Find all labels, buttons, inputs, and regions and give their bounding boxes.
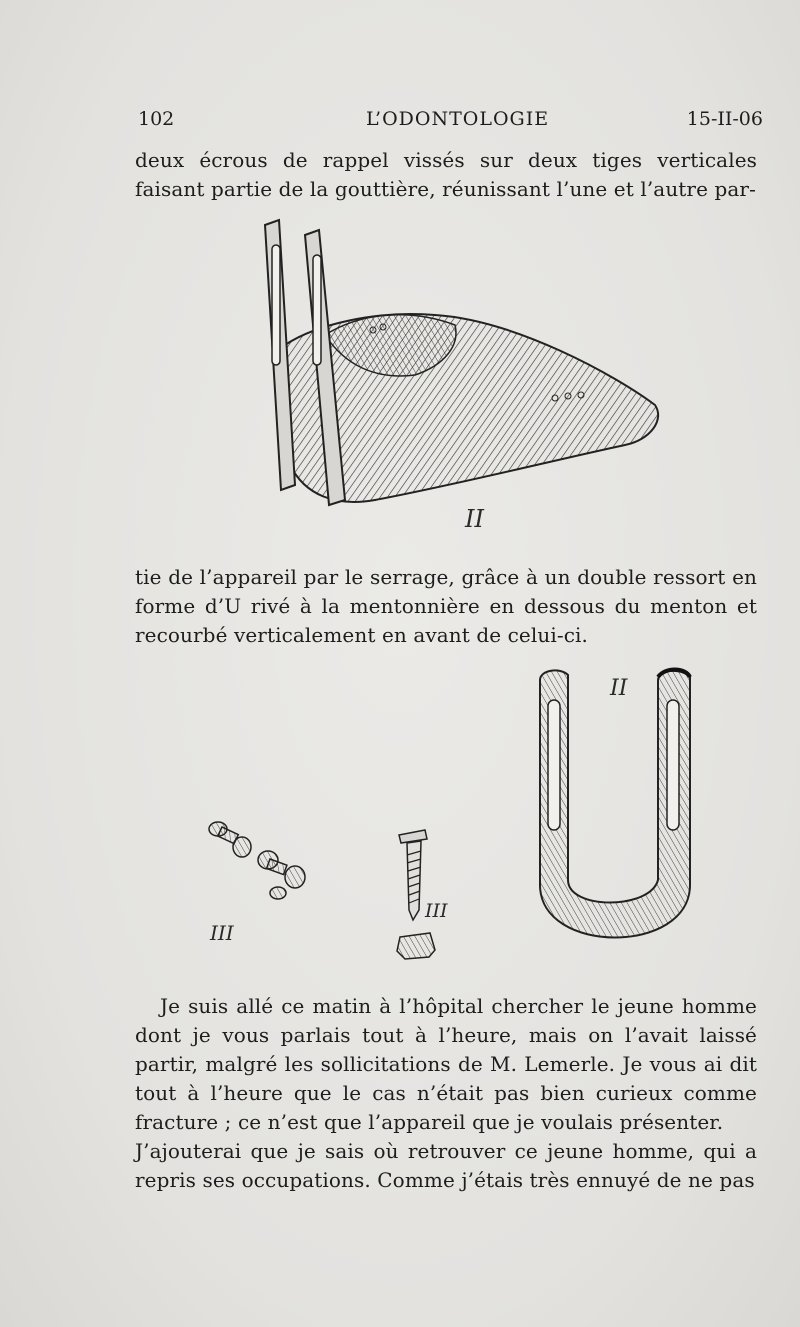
paragraph-final: J’ajouterai que je sais où retrouver ce jeune homme, qui a repris ses occupations. Comme j’étais très ennuyé de ne pas [135, 1139, 757, 1192]
figure-wing-nuts-illustration [200, 815, 310, 945]
figure-u-spring-illustration [530, 665, 710, 965]
page-number: 102 [138, 108, 175, 130]
figure-label-iii-right: III [425, 900, 448, 922]
figure-label-ii-bottom: II [610, 676, 628, 701]
paragraph-top: deux écrous de rappel vissés sur deux tiges verticales faisant partie de la gouttière, réunissant l’une et l’autre par- [135, 148, 757, 201]
paragraph-hospital: Je suis allé ce matin à l’hôpital chercher le jeune homme dont je vous parlais tout à l’heure, mais on l’avait laissé partir, malgré les sollicitations de M. Lemerle. Je vous ai dit tout à l’heure que le cas n’était pas bien curieux comme fracture ; ce n’est que l’appareil que je voulais présenter. [135, 994, 757, 1134]
figure-screw-illustration [385, 825, 475, 965]
paragraph-middle: tie de l’appareil par le serrage, grâce à un double ressort en forme d’U rivé à la mentonnière en dessous du menton et recourbé verticalement en avant de celui-ci. [135, 565, 757, 647]
running-title: L’ODONTOLOGIE [366, 108, 550, 130]
figure-label-iii-left: III [210, 921, 234, 945]
figure-label-ii-top: II [465, 505, 484, 533]
figure-splint-illustration [255, 215, 675, 535]
running-header [138, 108, 763, 134]
issue-date: 15-II-06 [686, 108, 763, 130]
